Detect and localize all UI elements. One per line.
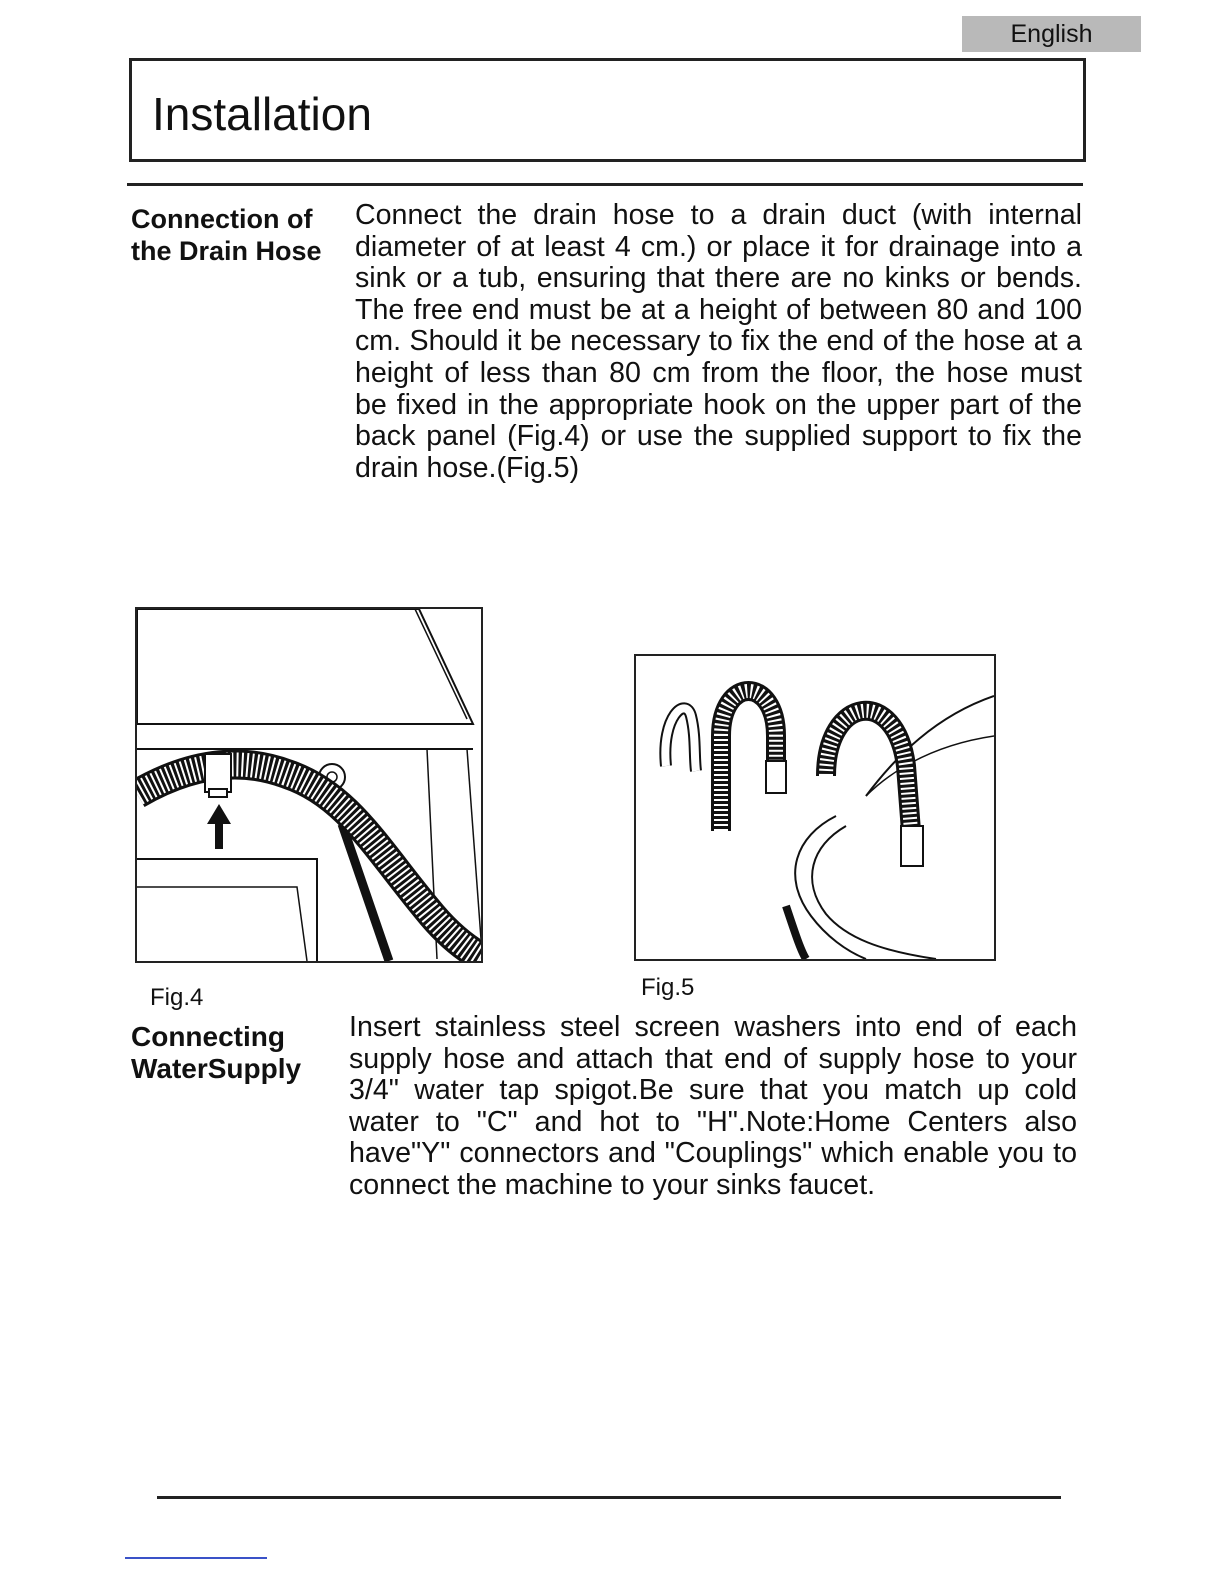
bottom-divider <box>157 1496 1061 1499</box>
section-heading-drain-hose <box>131 203 322 267</box>
figure-5-caption: Fig.5 <box>641 974 695 1001</box>
page-title: Installation <box>152 88 372 140</box>
language-label: English <box>962 16 1141 52</box>
drain-hose-instructions: Connect the drain hose to a drain duct (with internal diameter of at least 4 cm.) or place it for drainage into a sink or a tub, ensuring that there are no kinks or bends. The free end must be at a height of between 80 and 100 cm. Should it be necessary to fix the end of the hose at a height of less than 80 cm from the floor, the hose must be fixed in the appropriate hook on the upper part of the back panel (Fig.4) or use the supplied support to fix the drain hose.(Fig.5) <box>355 199 1082 484</box>
top-divider <box>127 183 1083 186</box>
figure-4 <box>135 607 483 963</box>
section-heading-water-supply <box>131 1021 301 1085</box>
figure-5 <box>634 654 996 961</box>
heading-line: Connection of <box>131 204 313 234</box>
title-box <box>129 58 1086 162</box>
heading-line: the Drain Hose <box>131 236 322 266</box>
heading-line: WaterSupply <box>131 1053 302 1084</box>
drain-hose-back-panel-hook-illustration-icon <box>137 609 481 961</box>
figure-4-caption: Fig.4 <box>150 984 204 1011</box>
drain-hose-support-bracket-illustration-icon <box>636 656 994 959</box>
footer-link-underline <box>125 1557 267 1559</box>
heading-line: Connecting <box>131 1021 285 1052</box>
water-supply-instructions: Insert stainless steel screen washers into end of each supply hose and attach that end of supply hose to your 3/4" water tap spigot.Be sure that you match up cold water to "C" and hot to "H".Note:Home Centers also have"Y" connectors and "Couplings" which enable you to connect the machine to your sinks faucet. <box>349 1011 1077 1201</box>
